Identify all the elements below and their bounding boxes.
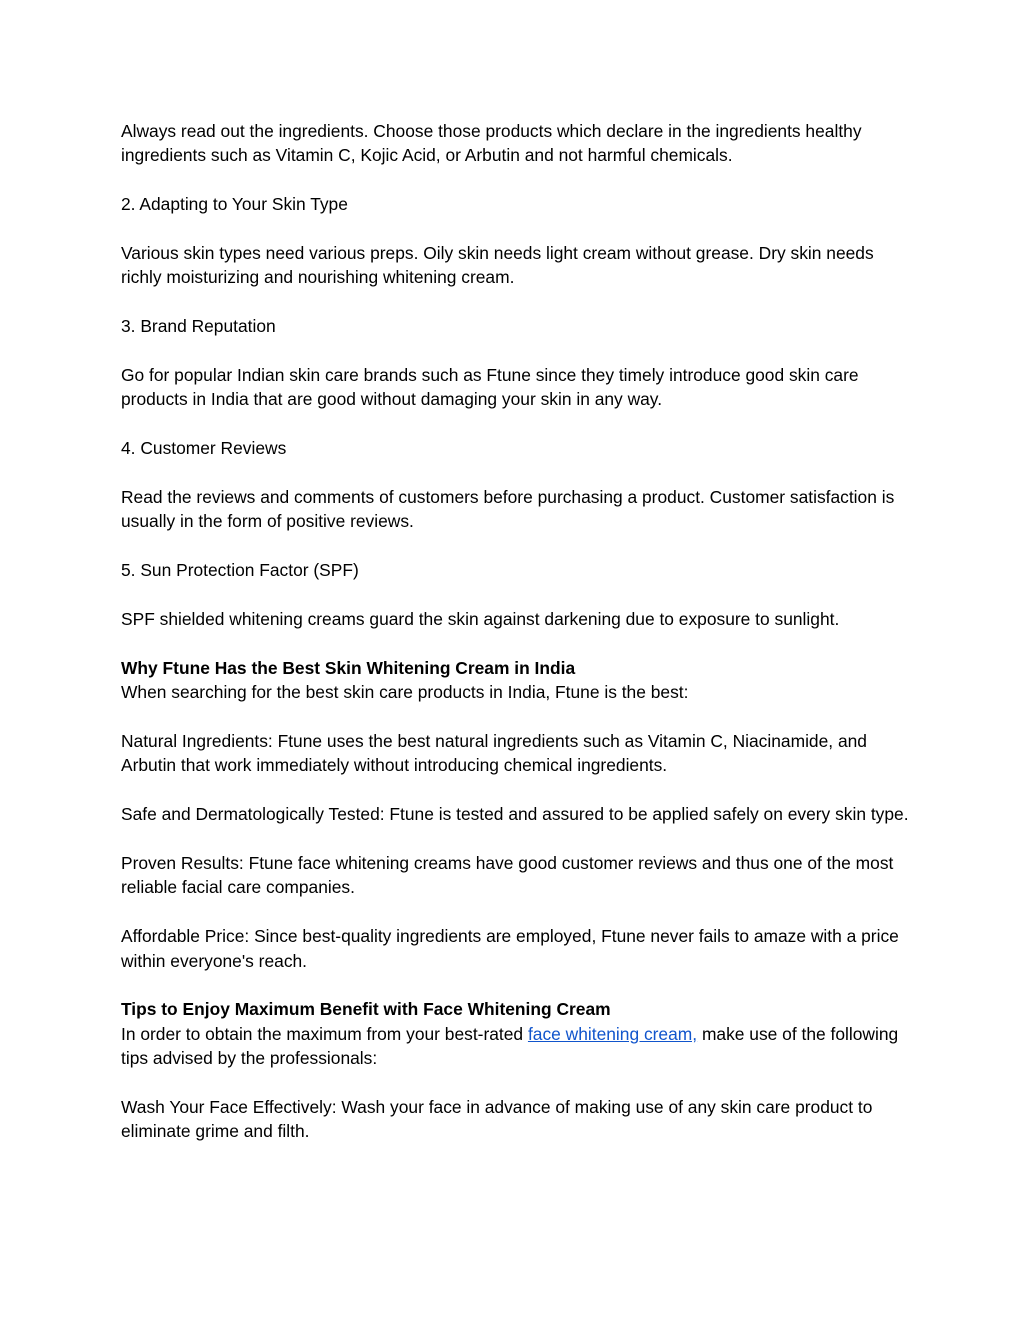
safe-tested-paragraph: Safe and Dermatologically Tested: Ftune is tested and assured to be applied safely on every skin type.	[121, 804, 909, 825]
ingredients-paragraph: Always read out the ingredients. Choose those products which declare in the ingredients healthy ingredients such as Vitamin C, Kojic Acid, or Arbutin and not harmful chemicals.	[121, 121, 862, 166]
tips-intro-after: make use of the following tips advised by the professionals:	[121, 1023, 899, 1069]
customer-reviews-heading: 4. Customer Reviews	[121, 438, 287, 459]
why-ftune-heading: Why Ftune Has the Best Skin Whitening Cream in India	[121, 657, 576, 678]
face-whitening-cream-link[interactable]: face whitening cream,	[527, 1023, 698, 1044]
brand-reputation-heading: 3. Brand Reputation	[121, 316, 276, 337]
brand-reputation-paragraph: Go for popular Indian skin care brands such as Ftune since they timely introduce good skin care products in India that are good without damaging your skin in any way.	[121, 365, 859, 410]
why-ftune-intro: When searching for the best skin care products in India, Ftune is the best:	[121, 682, 689, 703]
skin-type-paragraph: Various skin types need various preps. Oily skin needs light cream without grease. Dry skin needs richly moisturizing and nourishing whitening cream.	[121, 243, 874, 288]
spf-paragraph: SPF shielded whitening creams guard the skin against darkening due to exposure to sunlight.	[121, 609, 840, 629]
document-page	[121, 119, 911, 1168]
wash-face-paragraph: Wash Your Face Effectively: Wash your face in advance of making use of any skin care product to eliminate grime and filth.	[121, 1097, 873, 1142]
customer-reviews-paragraph: Read the reviews and comments of customers before purchasing a product. Customer satisfaction is usually in the form of positive reviews.	[121, 487, 895, 532]
natural-ingredients-paragraph: Natural Ingredients: Ftune uses the best natural ingredients such as Vitamin C, Niacinamide, and Arbutin that work immediately without introducing chemical ingredients.	[121, 731, 867, 776]
tips-intro-before: In order to obtain the maximum from your best-rated	[121, 1023, 528, 1044]
skin-type-heading: 2. Adapting to Your Skin Type	[121, 194, 348, 215]
affordable-price-paragraph: Affordable Price: Since best-quality ingredients are employed, Ftune never fails to amaze with a price within everyone's reach.	[121, 926, 899, 971]
spf-heading: 5. Sun Protection Factor (SPF)	[121, 560, 359, 581]
tips-heading: Tips to Enjoy Maximum Benefit with Face Whitening Cream	[121, 999, 611, 1020]
tips-intro	[121, 1022, 911, 1071]
proven-results-paragraph: Proven Results: Ftune face whitening creams have good customer reviews and thus one of the most reliable facial care companies.	[121, 853, 894, 898]
